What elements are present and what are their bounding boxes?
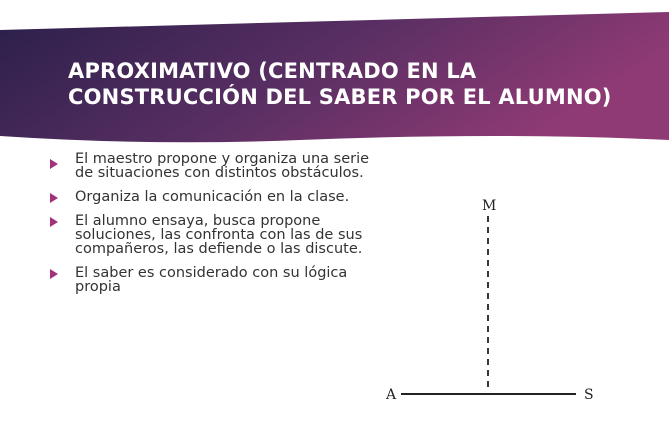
bullet-text: El alumno ensaya, busca propone soluciones, las confronta con las de sus compañeros, las defiende o las discute.: [75, 213, 363, 257]
bullet-item: [50, 266, 370, 294]
bullet-text: El saber es considerado con su lógica propia: [75, 265, 348, 295]
triangle-bullet-icon: [50, 217, 58, 227]
bullet-item: [50, 151, 370, 181]
label-m: M: [482, 198, 497, 214]
title-line-1: APROXIMATIVO (CENTRADO EN LA: [68, 59, 477, 83]
slide-title: [68, 58, 628, 110]
triangle-diagram: [378, 180, 648, 425]
label-s: S: [584, 387, 594, 403]
bullet-text: Organiza la comunicación en la clase.: [75, 189, 350, 205]
title-line-2: CONSTRUCCIÓN DEL SABER POR EL ALUMNO): [68, 85, 612, 109]
bullet-item: [50, 190, 370, 204]
triangle-bullet-icon: [50, 269, 58, 279]
triangle-bullet-icon: [50, 159, 58, 169]
triangle-bullet-icon: [50, 193, 58, 203]
label-a: A: [386, 387, 397, 403]
bullet-item: [50, 214, 370, 256]
bullet-list: [50, 151, 370, 304]
bullet-text: El maestro propone y organiza una serie de situaciones con distintos obstáculos.: [75, 151, 370, 181]
